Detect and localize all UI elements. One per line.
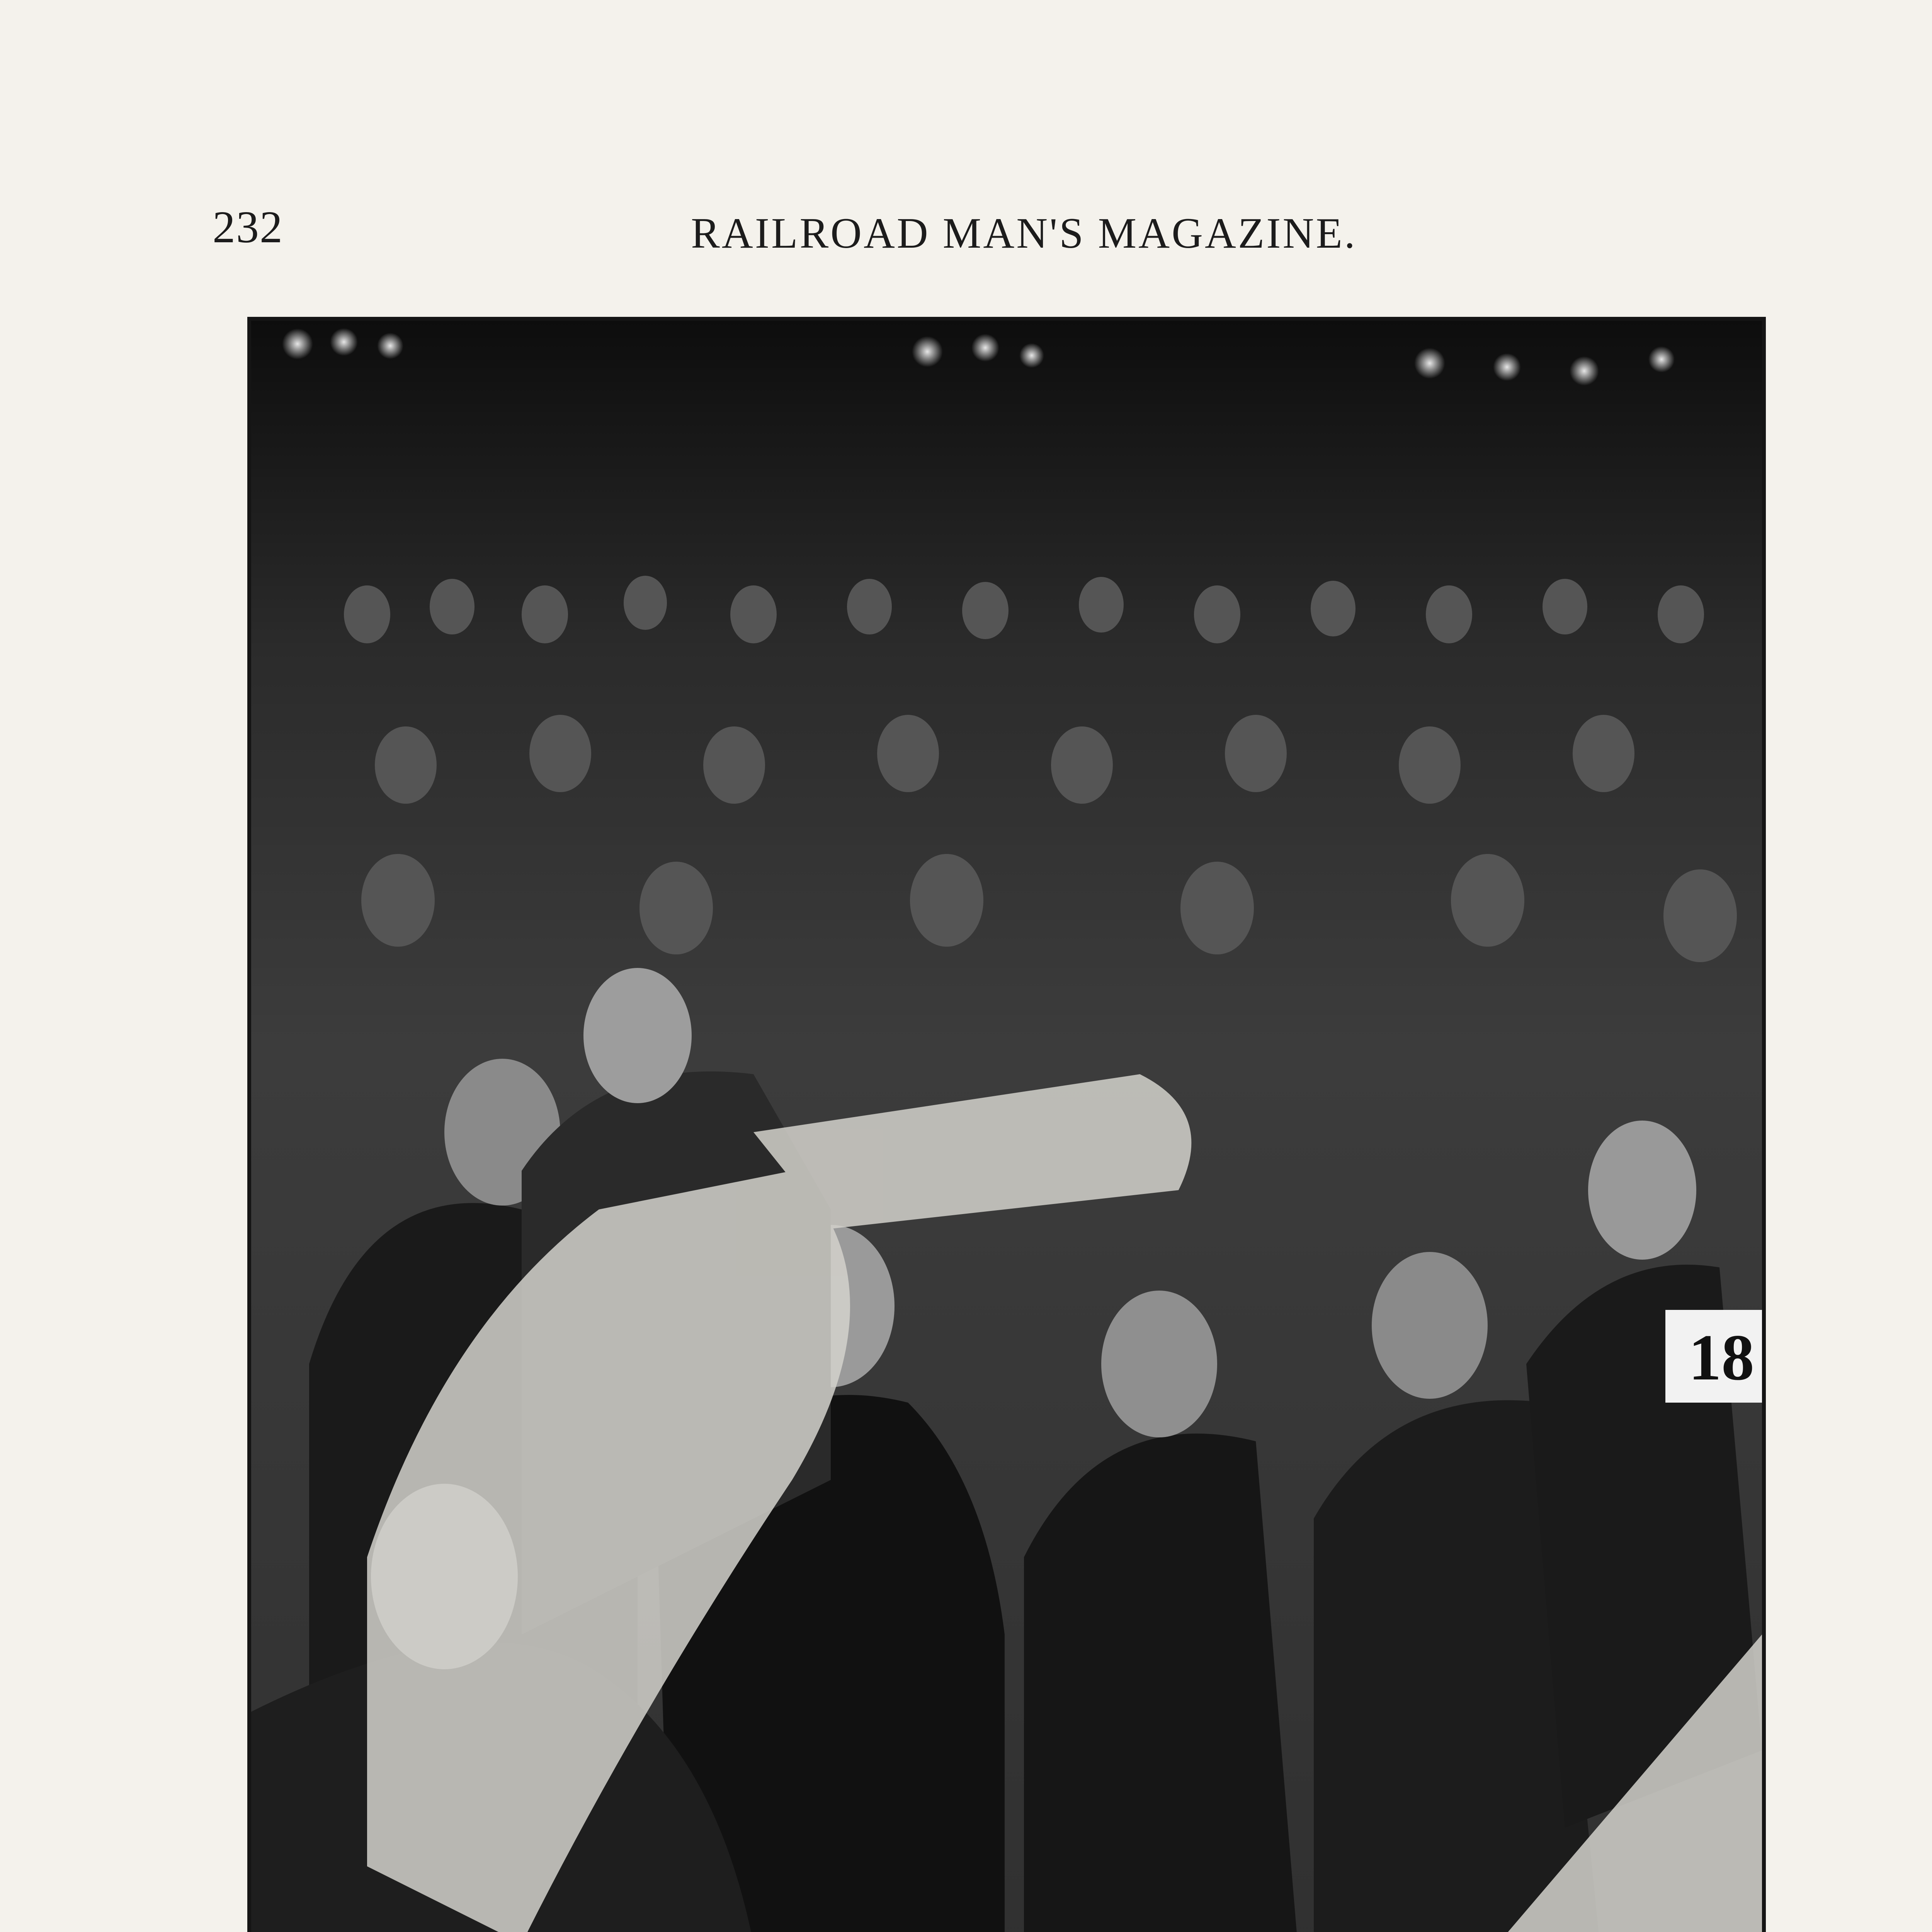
svg-text:18: 18 <box>1689 1321 1754 1394</box>
table-number-card <box>1665 1310 1762 1403</box>
banquet-photograph <box>247 317 1766 1932</box>
banquet-photograph-icon <box>251 321 1762 1932</box>
running-head: RAILROAD MAN'S MAGAZINE. <box>691 209 1357 257</box>
page-number: 232 <box>213 202 283 252</box>
